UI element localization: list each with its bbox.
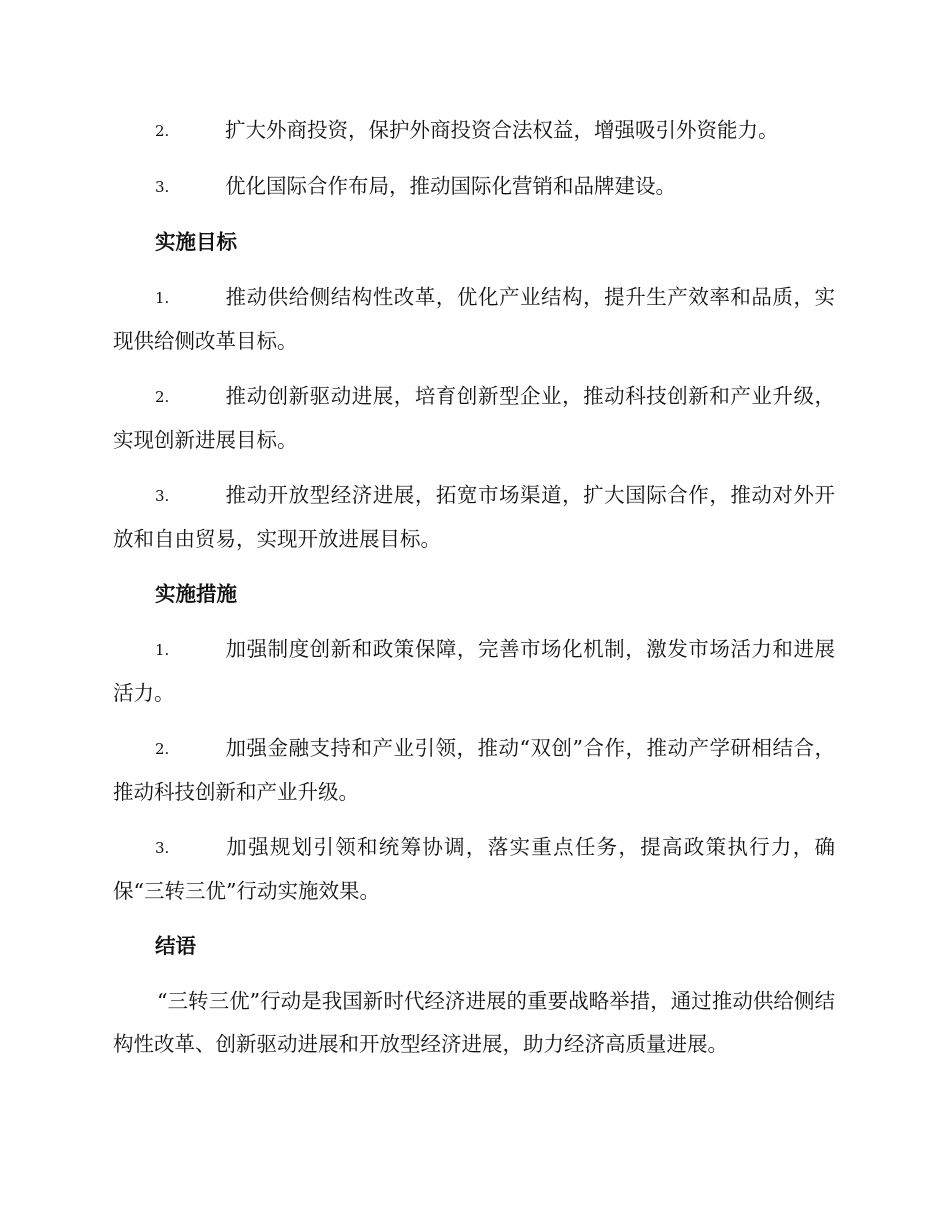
list-text: 加强金融支持和产业引领，推动“双创”合作，推动产学研相结合，推动科技创新和产业升级。 — [113, 736, 835, 804]
list-item — [113, 165, 835, 209]
list-number: 2. — [155, 388, 170, 406]
list-number: 1. — [155, 289, 170, 307]
list-text: 加强规划引领和统筹协调，落实重点任务，提高政策执行力，确保“三转三优”行动实施效果。 — [113, 835, 835, 903]
list-item — [113, 109, 835, 153]
list-item — [113, 826, 835, 913]
list-number: 3. — [155, 487, 170, 505]
section-heading-conclusion: 结语 — [155, 934, 196, 958]
list-item — [113, 375, 835, 462]
list-number: 2. — [155, 122, 170, 140]
section-heading-goals: 实施目标 — [155, 230, 237, 254]
list-text: 加强制度创新和政策保障，完善市场化机制，激发市场活力和进展活力。 — [113, 637, 835, 705]
list-item — [113, 474, 835, 561]
conclusion-paragraph: “三转三优”行动是我国新时代经济进展的重要战略举措，通过推动供给侧结构性改革、创新驱动进展和开放型经济进展，助力经济高质量进展。 — [113, 989, 835, 1056]
list-item — [113, 276, 835, 363]
list-number: 1. — [155, 641, 170, 659]
list-text: 推动供给侧结构性改革，优化产业结构，提升生产效率和品质，实现供给侧改革目标。 — [113, 285, 835, 353]
list-text: 推动开放型经济进展，拓宽市场渠道，扩大国际合作，推动对外开放和自由贸易，实现开放进展目标。 — [113, 483, 835, 551]
document-body — [113, 109, 835, 1078]
list-number: 2. — [155, 740, 170, 758]
list-number: 3. — [155, 178, 170, 196]
list-text: 推动创新驱动进展，培育创新型企业，推动科技创新和产业升级，实现创新进展目标。 — [113, 384, 835, 452]
list-item — [113, 727, 835, 814]
list-item — [113, 628, 835, 715]
section-heading-measures: 实施措施 — [155, 582, 237, 606]
list-number: 3. — [155, 839, 170, 857]
list-text: 扩大外商投资，保护外商投资合法权益，增强吸引外资能力。 — [225, 118, 779, 142]
list-text: 优化国际合作布局，推动国际化营销和品牌建设。 — [225, 174, 676, 198]
